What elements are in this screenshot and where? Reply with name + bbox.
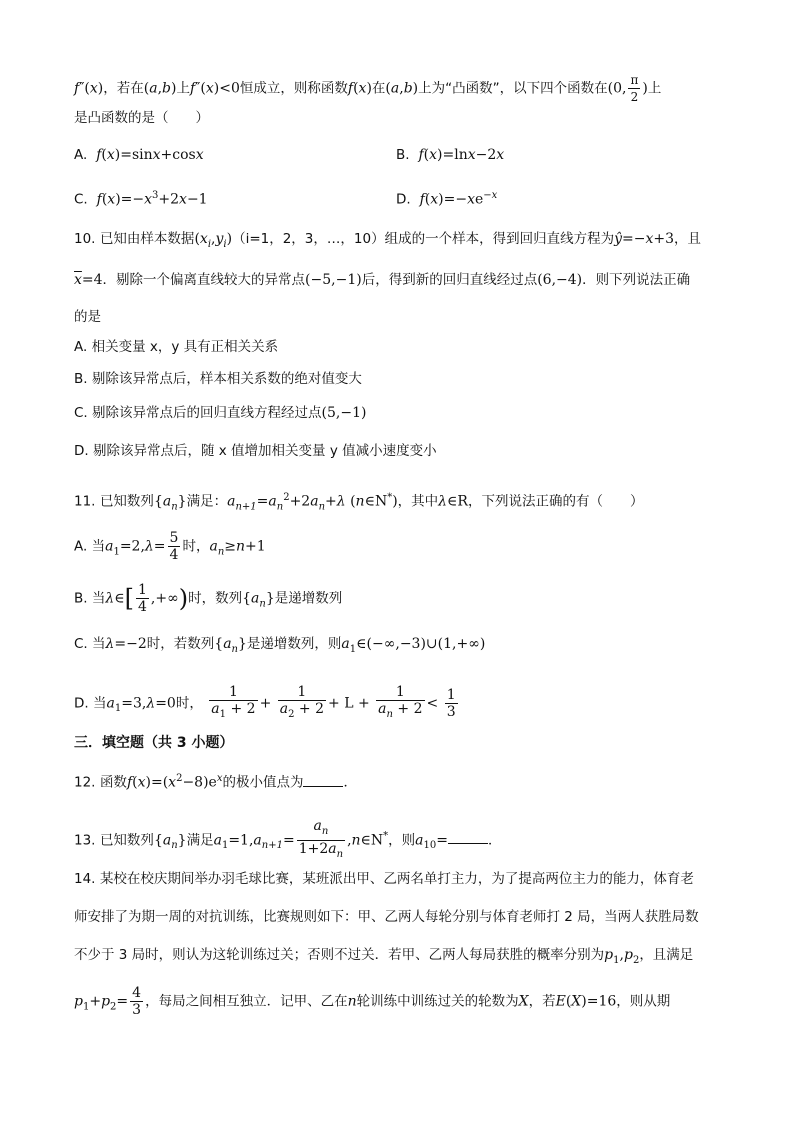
q9-option-d: D. $f(x)=-xe^{-x}$ [396,190,498,208]
q12: 12. 函数$f(x)=(x^2-8)e^x$的极小值点为 ． [74,773,357,791]
q10-line2: $\overline{x}=4$．剔除一个偏离直线较大的异常点(−5,−1)后，得到新的回归直线经过点(6,−4)．则下列说法正确 [74,272,691,288]
q11-stem: 11. 已知数列$\{a_n\}$满足：$a_{n+1}=a_n^2+2a_n+\lambda$ (n∈N*)，其中λ∈R，下列说法正确的有（ ） [74,492,644,513]
q9-option-c: C. $f(x)=-x^3+2x-1$ [74,190,208,208]
q9-stem-line1: f″(x)，若在(a,b)上f″(x)<0恒成立，则称函数f(x)在(a,b)上为“凸函数”，以下四个函数在(0, $\frac{\pi}{2}$ )上 [74,73,662,104]
q11-option-d: D. 当$a_1=3,\lambda=0$时， $\frac{1}{a_1 + 2}$ + $\frac{1}{a_2 + 2}$ + L + $\frac{1}{a_n + 2}$ < $\frac{1}{3}$ [74,684,456,720]
section-title: 三．填空题（共 3 小题） [74,735,234,751]
q14-line3: 不少于 3 局时，则认为这轮训练过关；否则不过关．若甲、乙两人每局获胜的概率分别为$p_1,p_2$，且满足 [74,947,694,966]
q13: 13. 已知数列$\{a_n\}$满足$a_1=1,a_{n+1}=$ $\frac{a_n}{1+2a_n}$ ,n∈N*，则$a_{10}=$ ． [74,818,502,860]
q9-option-b: B. f(x)=lnx−2x [396,147,505,163]
q10-line1: 10. 已知由样本数据$(x_i,y_i)(i=1$，2，3，…，10）组成的一个样本，得到回归直线方程为ŷ=−x+3，且 [74,231,702,250]
answer-blank[interactable] [448,831,488,844]
q10-option-b: B. 剔除该异常点后，样本相关系数的绝对值变大 [74,371,362,387]
q10-option-d: D. 剔除该异常点后，随 x 值增加相关变量 y 值减小速度变小 [74,443,437,459]
q14-line1: 14. 某校在校庆期间举办羽毛球比赛，某班派出甲、乙两名单打主力，为了提高两位主力的能力，体育老 [74,871,694,887]
q10-option-a: A. 相关变量 x，y 具有正相关关系 [74,339,279,355]
q10-line3: 的是 [74,309,101,325]
q11-option-b: B. 当λ∈[ $\frac{1}{4}$ ,+∞)时，数列$\{a_n\}$是递增数列 [74,582,343,615]
q10-option-c: C. 剔除该异常点后的回归直线方程经过点(5,−1) [74,405,367,421]
q9-stem-line2: 是凸函数的是（ ） [74,110,209,126]
q14-line2: 师安排了为期一周的对抗训练，比赛规则如下：甲、乙两人每轮分别与体育老师打 2 局，当两人获胜局数 [74,909,699,925]
q11-option-c: C. 当λ=−2时，若数列$\{a_n\}$是递增数列，则$a_1\in(-\infty,-3)\cup(1,+\infty)$ [74,636,486,655]
q14-line4: $p_1+p_2=$ $\frac{4}{3}$ ，每局之间相互独立．记甲、乙在n轮训练中训练过关的轮数为X，若E(X)=16，则从期 [74,985,671,1018]
q9-option-a: A. f(x)=sinx+cosx [74,147,204,163]
q11-option-a: A. 当$a_1=2,\lambda=$ $\frac{5}{4}$ 时，$a_n\ge n+1$ [74,530,266,563]
answer-blank[interactable] [303,774,343,787]
